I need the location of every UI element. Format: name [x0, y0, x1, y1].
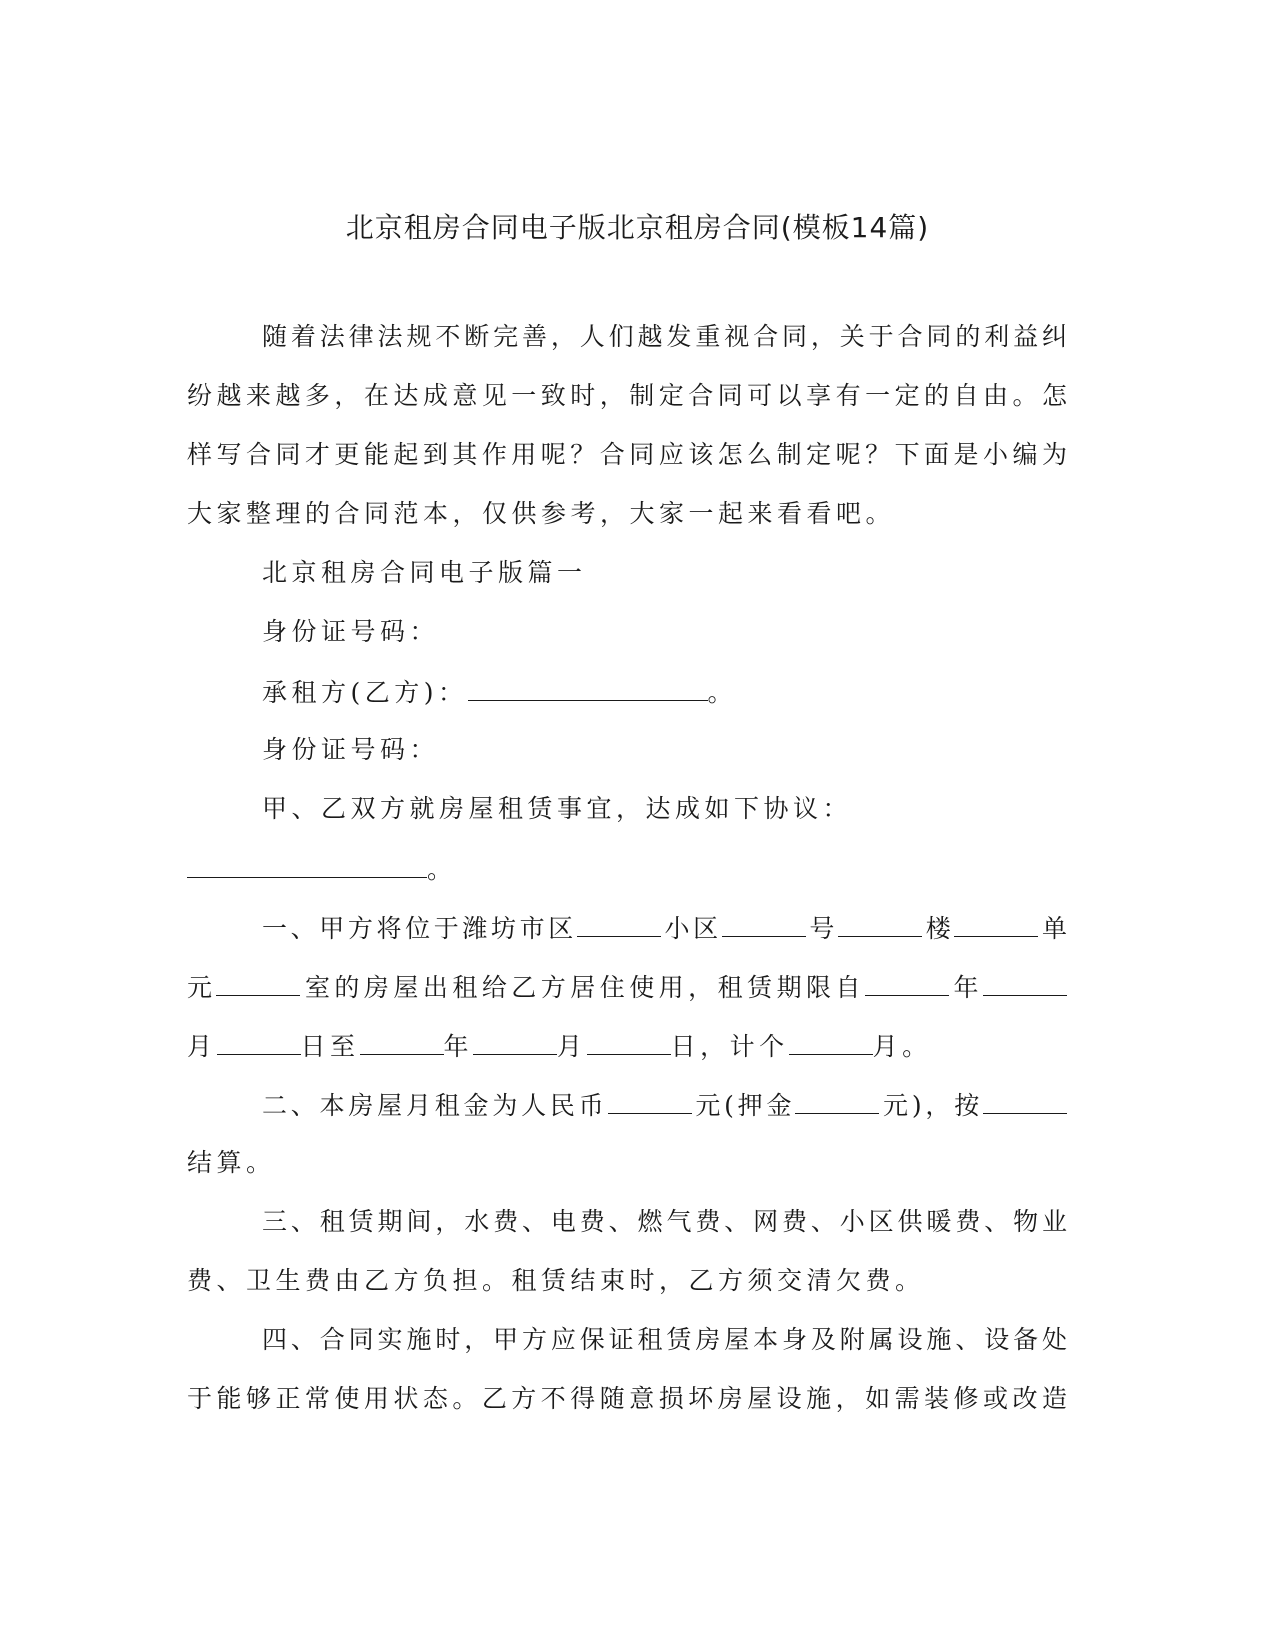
blank [865, 969, 949, 996]
id-label-2: 身份证号码： [262, 735, 440, 764]
clause1-line-1 [262, 910, 1067, 946]
lessee-end: 。 [707, 678, 738, 707]
intro-line-2: 纷越来越多，在达成意见一致时，制定合同可以享有一定的自由。怎 [187, 381, 1067, 410]
section-heading: 北京租房合同电子版篇一 [262, 558, 587, 587]
agreement-blank-line [187, 851, 457, 887]
blank [217, 1028, 301, 1055]
blank [608, 1087, 692, 1114]
intro-line-3: 样写合同才更能起到其作用呢？合同应该怎么制定呢？下面是小编为 [187, 440, 1067, 469]
clause2-text-b: 元(押金 [691, 1091, 796, 1120]
blank [954, 910, 1038, 937]
blank [722, 910, 806, 937]
clause3-line-1: 三、租赁期间，水费、电费、燃气费、网费、小区供暖费、物业 [262, 1207, 1067, 1236]
blank [838, 910, 922, 937]
intro-line-4: 大家整理的合同范本，仅供参考，大家一起来看看吧。 [187, 499, 896, 528]
lessee-label: 承租方(乙方)： [262, 678, 468, 707]
clause1-text-b: 小区 [660, 914, 722, 943]
clause1-text-g: 室的房屋出租给乙方居住使用，租赁期限自 [300, 973, 866, 1002]
intro-line-1: 随着法律法规不断完善，人们越发重视合同，关于合同的利益纠 [262, 322, 1067, 351]
clause1-text-d: 楼 [922, 914, 955, 943]
agreement-blank [187, 851, 427, 878]
clause1-text-k: 年 [443, 1032, 474, 1061]
clause1-text-e: 单 [1038, 914, 1067, 943]
lessee-blank [468, 674, 708, 701]
blank [360, 1028, 444, 1055]
agreement-end: 。 [427, 855, 457, 884]
blank [789, 1028, 873, 1055]
blank [216, 969, 300, 996]
blank [795, 1087, 879, 1114]
blank [587, 1028, 671, 1055]
clause1-text-c: 号 [805, 914, 839, 943]
document-title: 北京租房合同电子版北京租房合同(模板14篇) [345, 211, 930, 244]
clause2-line-2: 结算。 [187, 1148, 276, 1177]
clause2-line-1 [262, 1087, 1067, 1123]
clause4-line-2: 于能够正常使用状态。乙方不得随意损坏房屋设施，如需装修或改造 [187, 1384, 1067, 1413]
lessee-line [262, 674, 737, 710]
clause2-text-a: 二、本房屋月租金为人民币 [262, 1091, 608, 1120]
blank [983, 969, 1067, 996]
blank [473, 1028, 557, 1055]
clause1-text-a: 一、甲方将位于潍坊市区 [262, 914, 577, 943]
clause1-text-m: 日，计个 [670, 1032, 789, 1061]
clause1-text-i: 月 [187, 1032, 217, 1061]
blank [577, 910, 661, 937]
id-label-1: 身份证号码： [262, 617, 440, 646]
clause1-text-j: 日至 [300, 1032, 360, 1061]
clause4-line-1: 四、合同实施时，甲方应保证租赁房屋本身及附属设施、设备处 [262, 1325, 1067, 1354]
agreement-line: 甲、乙双方就房屋租赁事宜，达成如下协议： [262, 794, 853, 823]
clause3-line-2: 费、卫生费由乙方负担。租赁结束时，乙方须交清欠费。 [187, 1266, 925, 1295]
blank [983, 1087, 1067, 1114]
clause1-text-n: 月。 [872, 1032, 932, 1061]
clause1-text-l: 月 [557, 1032, 587, 1061]
clause1-line-2 [187, 969, 1067, 1005]
clause1-text-h: 年 [949, 973, 983, 1002]
clause2-text-c: 元)，按 [879, 1091, 983, 1120]
clause1-line-3 [187, 1028, 932, 1064]
clause1-text-f: 元 [187, 973, 217, 1002]
